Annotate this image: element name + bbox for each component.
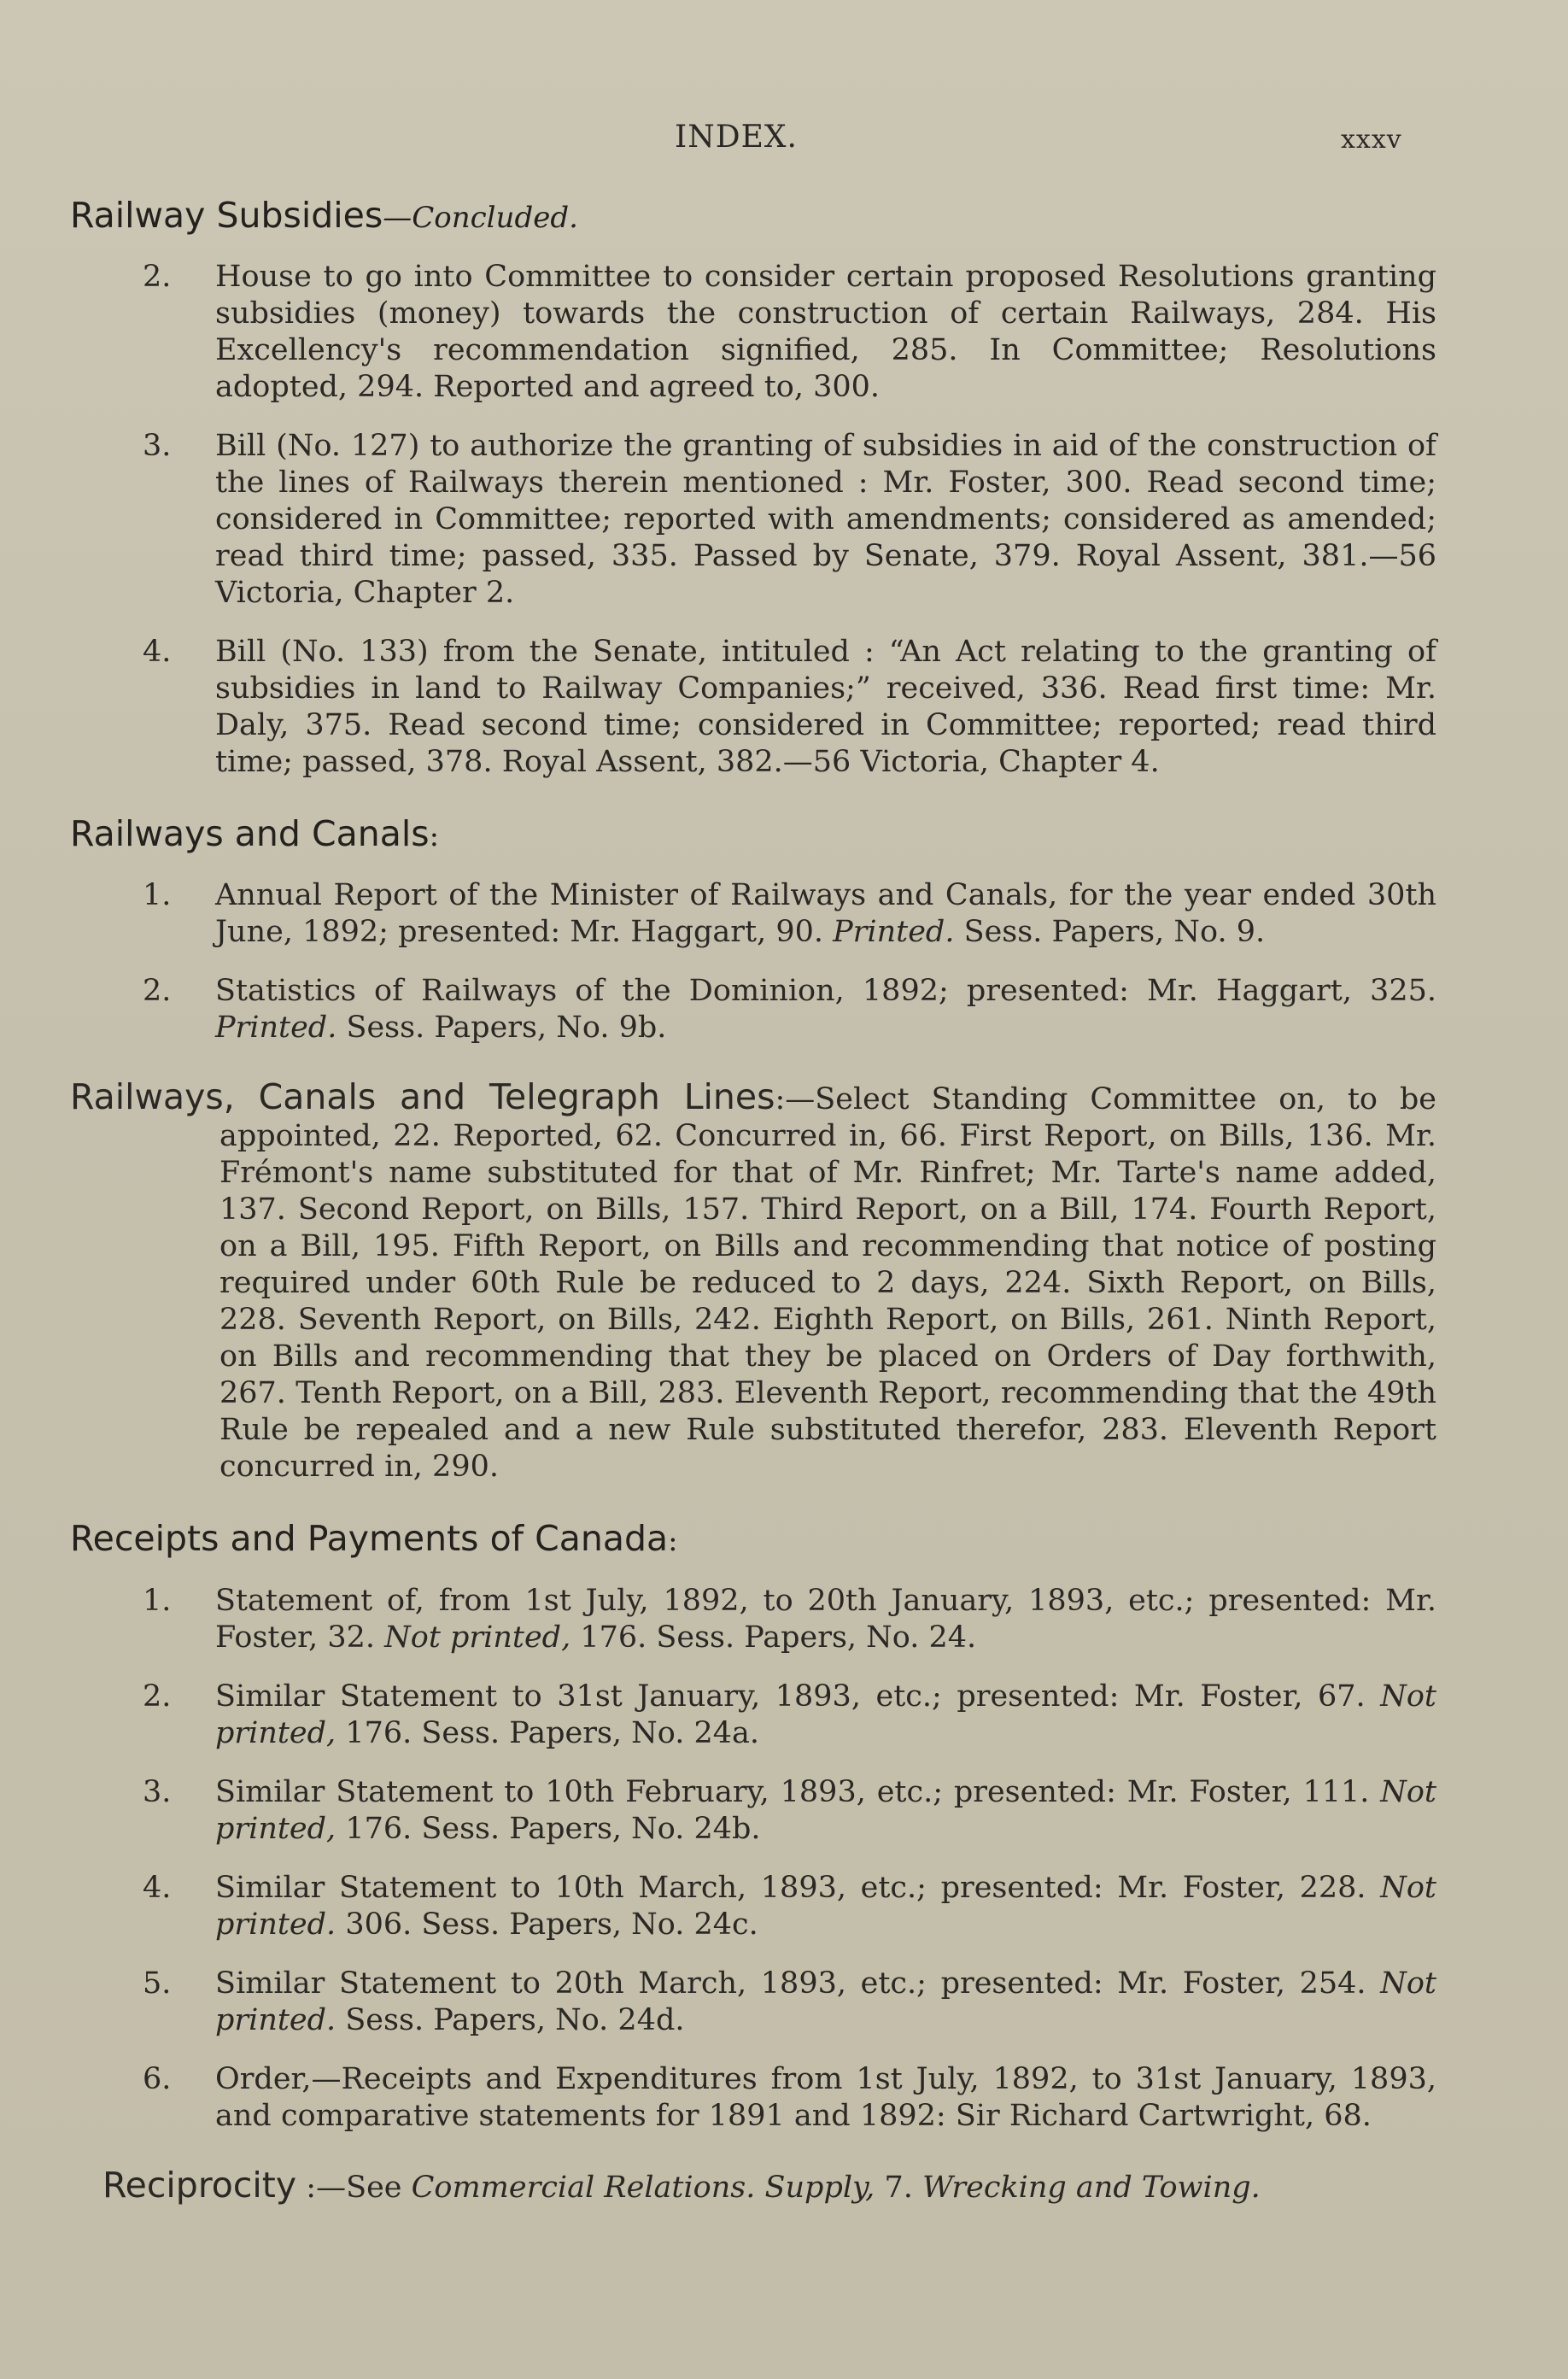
section-reciprocity xyxy=(70,2164,1436,2206)
item-text: Statement of, from 1st July, 1892, to 20th January, 1893, etc.; presented: Mr. Foster, 32. xyxy=(215,1583,1436,1655)
list-item xyxy=(70,1583,1436,1656)
item-reference: 176. Sess. Papers, No. 24a. xyxy=(345,1715,760,1750)
item-status: Not printed. xyxy=(215,1870,1436,1942)
item-text: Similar Statement to 20th March, 1893, etc.; presented: Mr. Foster, 254. xyxy=(215,1966,1366,2001)
section-railways-canals-telegraph xyxy=(70,1076,1436,1485)
item-reference: 306. Sess. Papers, No. 24c. xyxy=(345,1907,758,1942)
item-number: 3. xyxy=(143,429,172,464)
heading-suffix: : xyxy=(668,1524,678,1559)
item-text: Statistics of Railways of the Dominion, 1892; presented: Mr. Haggart, 325. xyxy=(215,974,1436,1009)
list-item xyxy=(70,973,1436,1046)
item-reference: Sess. Papers, No. 9. xyxy=(963,915,1266,950)
section-railways-and-canals xyxy=(70,813,1436,1046)
item-number: 4. xyxy=(143,635,172,670)
item-text: Order,—Receipts and Expenditures from 1st July, 1892, to 31st January, 1893, and comparative statements for 1891 and 1892: Sir Richard Cartwright, 68. xyxy=(215,2061,1436,2133)
section-heading: Reciprocity xyxy=(102,2164,297,2206)
item-text: Similar Statement to 31st January, 1893, etc.; presented: Mr. Foster, 67. xyxy=(215,1679,1366,1714)
section-heading xyxy=(70,195,1436,237)
list-item xyxy=(70,428,1436,612)
item-text: Annual Report of the Minister of Railways and Canals, for the year ended 30th June, 1892; presented: Mr. Haggart, 90. xyxy=(215,878,1436,950)
item-number: 2. xyxy=(143,1679,172,1714)
cross-reference: Commercial Relations. xyxy=(411,2170,756,2205)
item-status: Printed. xyxy=(215,1011,337,1046)
cross-reference: Wrecking and Towing. xyxy=(922,2170,1261,2205)
heading-suffix: —Concluded. xyxy=(383,201,578,235)
item-number: 1. xyxy=(143,1583,172,1618)
section-railway-subsidies xyxy=(70,195,1436,781)
section-receipts-and-payments xyxy=(70,1518,1436,2134)
see-prefix: :—See xyxy=(306,2170,402,2205)
section-heading xyxy=(70,813,1436,855)
list-item xyxy=(70,877,1436,951)
page-number: xxxv xyxy=(1341,125,1402,155)
item-text: Bill (No. 127) to authorize the granting of subsidies in aid of the construction of the lines of Railways therein mentioned : Mr. Foster, 300. Read second time; considered in Committee; reported with amendments; considered as amended; read third time; passed, 335. Passed by Senate, 379. Royal Assent, 381.—56 Victoria, Chapter 2. xyxy=(215,429,1436,611)
item-number: 2. xyxy=(143,974,172,1009)
item-reference: Sess. Papers, No. 9b. xyxy=(346,1011,667,1046)
item-number: 1. xyxy=(143,878,172,913)
list-item xyxy=(70,1966,1436,2039)
item-status: Not printed, xyxy=(215,1774,1436,1846)
list-item xyxy=(70,259,1436,406)
running-head-title: INDEX. xyxy=(675,120,798,155)
item-status: Printed. xyxy=(833,915,955,950)
item-text: Bill (No. 133) from the Senate, intituled : “An Act relating to the granting of subsidies in land to Railway Companies;” received, 336. Read first time: Mr. Daly, 375. Read second time; considered in Committee; reported; read third time; passed, 378. Royal Assent, 382.—56 Victoria, Chapter 4. xyxy=(215,635,1436,780)
list-item xyxy=(70,2061,1436,2135)
list-item xyxy=(70,1870,1436,1943)
section-text: :—Select Standing Committee on, to be appointed, 22. Reported, 62. Concurred in, 66. First Report, on Bills, 136. Mr. Frémont's name substituted for that of Mr. Rinfret; Mr. Tarte's name added, 137. Second Report, on Bills, 157. Third Report, on a Bill, 174. Fourth Report, on a Bill, 195. Fifth Report, on Bills and recommending that notice of posting required under 60th Rule be reduced to 2 days, 224. Sixth Report, on Bills, 228. Seventh Report, on Bills, 242. Eighth Report, on Bills, 261. Ninth Report, on Bills and recommending that they be placed on Orders of Day forthwith, 267. Tenth Report, on a Bill, 283. Eleventh Report, recommending that the 49th Rule be repealed and a new Rule substituted therefor, 283. Eleventh Report concurred in, 290. xyxy=(219,1082,1436,1485)
item-number: 3. xyxy=(143,1774,172,1809)
list-item xyxy=(70,1774,1436,1848)
item-text: Similar Statement to 10th March, 1893, etc.; presented: Mr. Foster, 228. xyxy=(215,1870,1366,1905)
section-heading xyxy=(70,1518,1436,1560)
item-number: 2. xyxy=(143,260,172,295)
list-item xyxy=(70,634,1436,781)
heading-text: Receipts and Payments of Canada xyxy=(70,1518,669,1560)
item-number: 4. xyxy=(143,1870,172,1905)
item-reference: Sess. Papers, No. 24d. xyxy=(345,2002,685,2037)
index-content xyxy=(70,195,1436,2239)
item-reference: 176. Sess. Papers, No. 24. xyxy=(580,1620,977,1655)
running-head xyxy=(0,120,1568,162)
heading-text: Railways and Canals xyxy=(70,813,430,855)
item-number: 6. xyxy=(143,2061,172,2096)
item-text: House to go into Committee to consider certain proposed Resolutions granting subsidies (money) towards the construction of certain Railways, 284. His Excellency's recommendation signified, 285. In Committee; Resolutions adopted, 294. Reported and agreed to, 300. xyxy=(215,260,1436,405)
reference-page: 7. xyxy=(884,2170,913,2205)
item-status: Not printed, xyxy=(384,1620,571,1655)
list-item xyxy=(70,1679,1436,1752)
item-text: Similar Statement to 10th February, 1893, etc.; presented: Mr. Foster, 111. xyxy=(215,1774,1370,1809)
item-number: 5. xyxy=(143,1966,172,2001)
item-reference: 176. Sess. Papers, No. 24b. xyxy=(345,1811,761,1846)
cross-reference: Supply, xyxy=(764,2170,875,2205)
item-status: Not printed, xyxy=(215,1679,1436,1750)
heading-suffix: : xyxy=(429,819,440,854)
item-status: Not printed. xyxy=(215,1966,1436,2037)
heading-text: Railway Subsidies xyxy=(70,195,383,236)
section-heading: Railways, Canals and Telegraph Lines xyxy=(70,1076,775,1118)
